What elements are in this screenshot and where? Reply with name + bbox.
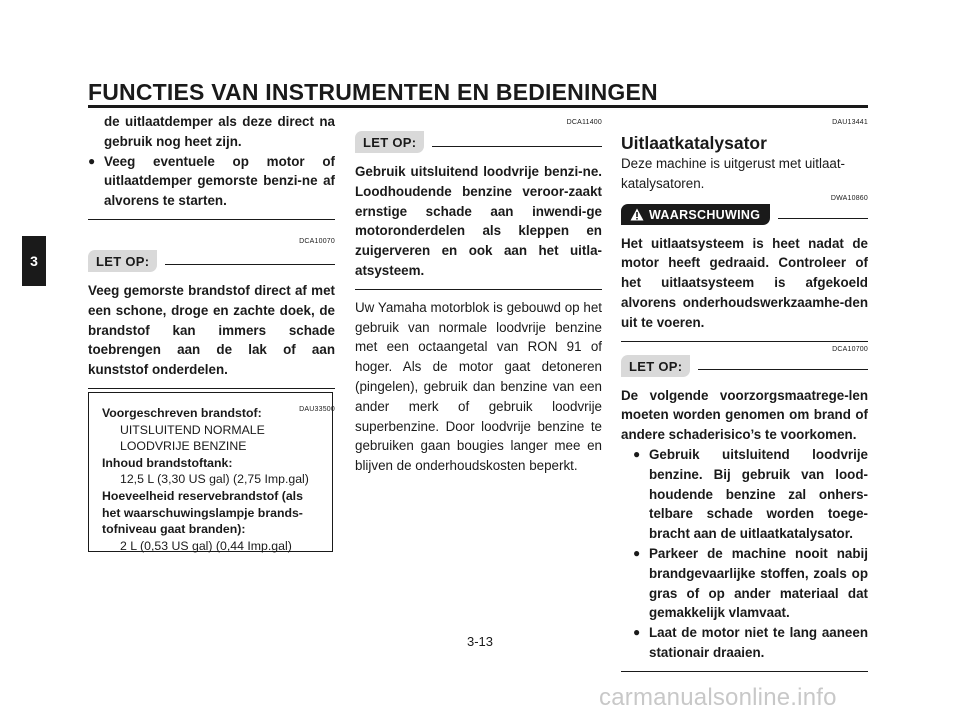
column-2 — [355, 112, 602, 476]
column-1 — [88, 112, 335, 415]
intro-text: Deze machine is uitgerust met uitlaat-katalysatoren. — [621, 156, 846, 191]
spec-value: UITSLUITEND NORMALE — [120, 422, 265, 437]
header-rule — [88, 105, 868, 108]
list-item: ● Veeg eventuele op motor of uitlaatdemper gemorste benzi-ne af alvorens te starten. — [88, 152, 335, 211]
warning-header — [621, 204, 868, 225]
body-text: Uw Yamaha motorblok is gebouwd op het gebruik van normale loodvrije benzine met een octaangetal van RON 91 of hoger. Als de motor gaat detoneren (pingelen), gebruik dan benzine van een ander merk of gebruik loodvrije superbenzine. Door loodvrije benzine te gebruiken gaan bougies langer mee en blijven de onderhoudskosten beperkt. — [355, 299, 602, 474]
warning-triangle-icon — [630, 208, 644, 221]
spec-label: Hoeveelheid reservebrandstof (als het waarschuwingslampje brands-tofniveau gaat branden): — [102, 488, 303, 537]
spec-value: 2 L (0,53 US gal) (0,44 Imp.gal) — [120, 538, 292, 553]
notice-text: Gebruik uitsluitend loodvrije benzi-ne. Loodhoudende benzine veroor-zaakt ernstige schade aan inwendi-ge motoronderdelen als kleppen en zuigerveren en ook aan het uitla-atsysteem. — [355, 164, 602, 278]
fuel-spec-box — [88, 392, 333, 552]
notice-label: LET OP: — [621, 355, 690, 377]
ref-code: DCA10070 — [299, 237, 335, 245]
notice-header — [355, 131, 602, 153]
notice-header — [621, 355, 868, 377]
continued-text: de uitlaatdemper als deze direct na gebruik nog heet zijn. — [104, 114, 335, 149]
notice-end-rule — [621, 671, 868, 672]
watermark-text[interactable]: carmanualsonline.info — [599, 684, 837, 711]
bullet-icon: ● — [633, 446, 641, 461]
ref-code: DAU13441 — [832, 119, 868, 126]
spec-label: Inhoud brandstoftank: — [102, 455, 233, 470]
section-title: Uitlaatkatalysator — [621, 133, 767, 153]
bullet-icon: ● — [88, 153, 96, 168]
list-item: ● Laat de motor niet te lang aaneen stationair draaien. — [633, 623, 868, 663]
notice-label: LET OP: — [88, 250, 157, 272]
spec-label: Voorgeschreven brandstof: — [102, 406, 262, 420]
page-number: 3-13 — [466, 634, 494, 649]
ref-code: DCA10700 — [832, 345, 868, 353]
ref-code: DCA11400 — [566, 119, 602, 126]
spec-value: LOODVRIJE BENZINE — [120, 439, 247, 454]
precautions-list — [621, 445, 868, 663]
section-divider — [88, 219, 335, 220]
list-item: ● Gebruik uitsluitend loodvrije benzine. Bij gebruik van lood-houdende benzine zal onhers-telbare schade worden toege-bracht aan de uitlaatkatalysator. — [633, 445, 868, 544]
notice-end-rule — [355, 289, 602, 290]
bullet-icon: ● — [633, 545, 641, 560]
notice-header — [88, 250, 335, 272]
notice-text: Veeg gemorste brandstof direct af met een schone, droge en zachte doek, de brandstof kan immers schade toebrengen aan de lak of aan kunststof onderdelen. — [88, 282, 335, 378]
warning-end-rule — [621, 341, 868, 342]
notice-label: LET OP: — [355, 131, 424, 153]
list-item: ● Parkeer de machine nooit nabij brandgevaarlijke stoffen, zoals op gras of op ander materiaal dat gemakkelijk vlamvaat. — [633, 544, 868, 623]
column-3 — [621, 112, 868, 672]
ref-code: DAU33500 — [299, 405, 335, 413]
warning-badge — [621, 204, 770, 225]
bullet-icon: ● — [633, 625, 641, 640]
warning-text: Het uitlaatsysteem is heet nadat de motor heeft gedraaid. Controleer of het uitlaatsysteem is afgekoeld alvorens onderhoudswerkzaamhe-den uit te voeren. — [621, 235, 868, 330]
warning-label: WAARSCHUWING — [649, 207, 761, 222]
notice-end-rule — [88, 388, 335, 389]
page-header-title: FUNCTIES VAN INSTRUMENTEN EN BEDIENINGEN — [88, 79, 658, 105]
chapter-tab: 3 — [22, 236, 46, 286]
spec-value: 12,5 L (3,30 US gal) (2,75 Imp.gal) — [120, 472, 309, 487]
ref-code: DWA10860 — [830, 194, 868, 202]
notice-text: De volgende voorzorgsmaatrege-len moeten worden genomen om brand of andere schaderisico’s te voorkomen. — [621, 387, 868, 443]
